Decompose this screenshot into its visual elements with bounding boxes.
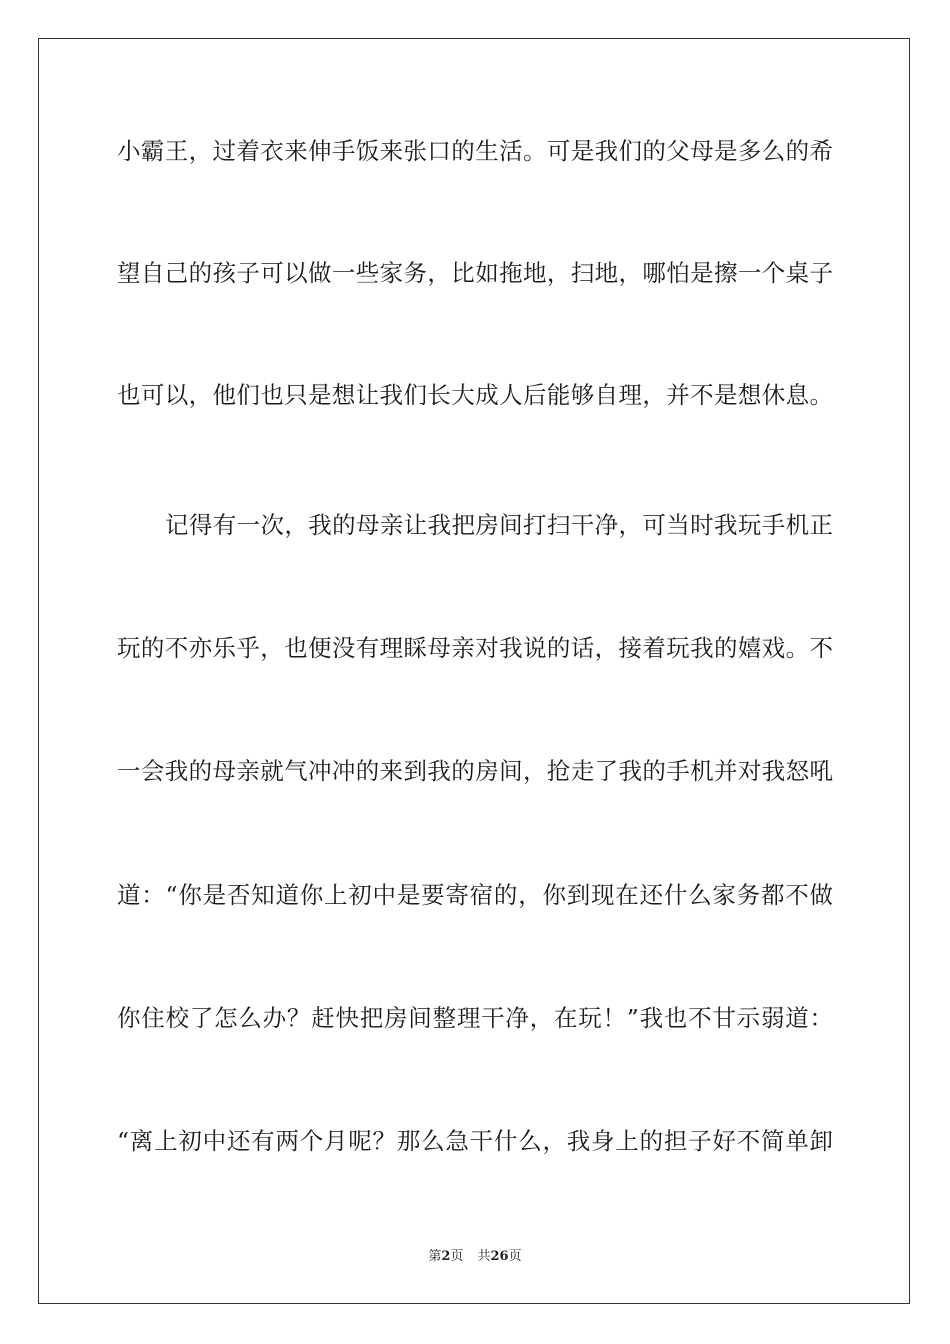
text-line-3: 也可以，他们也只是想让我们长大成人后能够自理，并不是想休息。 [117,381,833,409]
footer-page-number: 2 [441,1249,451,1264]
text-line-5: 玩的不亦乐乎，也便没有理睬母亲对我说的话，接着玩我的嬉戏。不 [117,634,833,662]
text-line-1: 小霸王，过着衣来伸手饭来张口的生活。可是我们的父母是多么的希 [117,137,833,165]
text-line-9: “离上初中还有两个月呢？那么急干什么，我身上的担子好不简单卸 [117,1127,833,1155]
footer-total-prefix: 共 [477,1249,491,1264]
text-line-8: 你住校了怎么办？赶快把房间整理干净，在玩！”我也不甘示弱道： [117,1004,833,1032]
text-line-7: 道：“你是否知道你上初中是要寄宿的，你到现在还什么家务都不做 [117,881,833,909]
footer-page-prefix: 第 [428,1249,442,1264]
footer-total-pages: 26 [490,1249,509,1264]
text-line-6: 一会我的母亲就气冲冲的来到我的房间，抢走了我的手机并对我怒吼 [117,757,833,785]
footer-page-suffix: 页 [450,1249,464,1264]
page-border [38,38,910,1304]
text-line-2: 望自己的孩子可以做一些家务，比如拖地，扫地，哪怕是擦一个桌子 [117,259,833,287]
page-footer [0,1248,950,1266]
text-line-4: 记得有一次，我的母亲让我把房间打扫干净，可当时我玩手机正 [165,511,833,539]
footer-total-suffix: 页 [508,1249,522,1264]
